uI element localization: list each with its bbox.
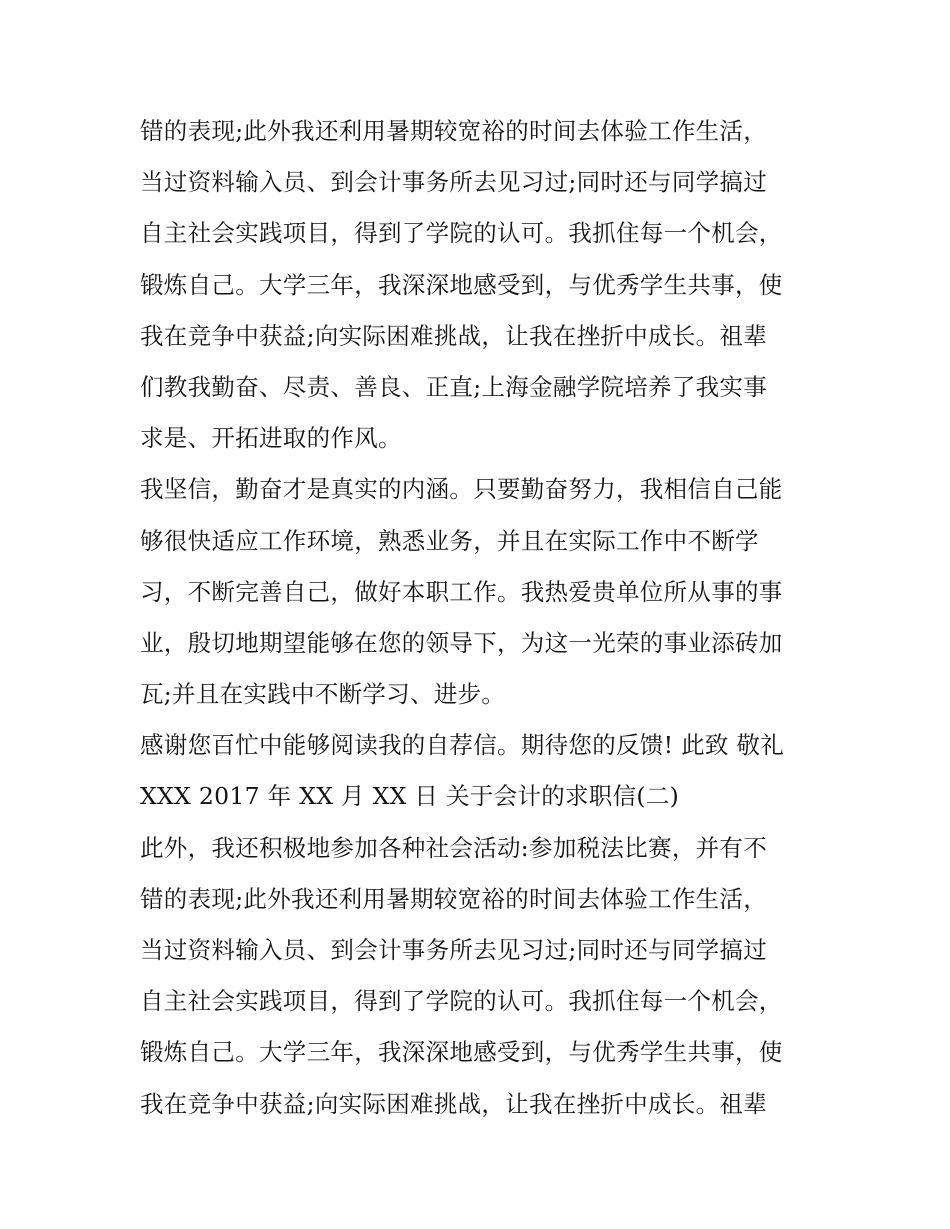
- text-line: 此外，我还积极地参加各种社会活动:参加税法比赛，并有不: [140, 833, 768, 862]
- text-line: 求是、开拓进取的作风。: [140, 424, 402, 453]
- text-line: 业，殷切地期望能够在您的领导下，为这一光荣的事业添砖加: [140, 628, 783, 657]
- text-line: 够很快适应工作环境，熟悉业务，并且在实际工作中不断学: [140, 526, 759, 555]
- text-line: XXX 2017 年 XX 月 XX 日 关于会计的求职信(二): [140, 782, 680, 811]
- text-line: 我在竞争中获益;向实际困难挑战，让我在挫折中成长。祖辈: [140, 1089, 768, 1118]
- text-line: 瓦;并且在实践中不断学习、进步。: [140, 680, 506, 709]
- text-line: 错的表现;此外我还利用暑期较宽裕的时间去体验工作生活，: [140, 117, 768, 145]
- document-body: [140, 106, 830, 1130]
- text-line: 错的表现;此外我还利用暑期较宽裕的时间去体验工作生活，: [140, 884, 768, 913]
- text-line: 锻炼自己。大学三年，我深深地感受到，与优秀学生共事，使: [140, 270, 783, 299]
- text-line: 我在竞争中获益;向实际困难挑战，让我在挫折中成长。祖辈: [140, 321, 768, 350]
- text-line: 习，不断完善自己，做好本职工作。我热爱贵单位所从事的事: [140, 577, 783, 606]
- text-line: 当过资料输入员、到会计事务所去见习过;同时还与同学搞过: [140, 936, 768, 964]
- text-line: 感谢您百忙中能够阅读我的自荐信。期待您的反馈! 此致 敬礼: [140, 731, 785, 760]
- text-line: 自主社会实践项目，得到了学院的认可。我抓住每一个机会，: [140, 987, 783, 1016]
- text-line: 自主社会实践项目，得到了学院的认可。我抓住每一个机会，: [140, 219, 783, 248]
- text-line: 们教我勤奋、尽责、善良、正直;上海金融学院培养了我实事: [140, 372, 768, 401]
- text-line: 我坚信，勤奋才是真实的内涵。只要勤奋努力，我相信自己能: [140, 475, 783, 504]
- text-line: 当过资料输入员、到会计事务所去见习过;同时还与同学搞过: [140, 168, 768, 197]
- text-line: 锻炼自己。大学三年，我深深地感受到，与优秀学生共事，使: [140, 1038, 783, 1067]
